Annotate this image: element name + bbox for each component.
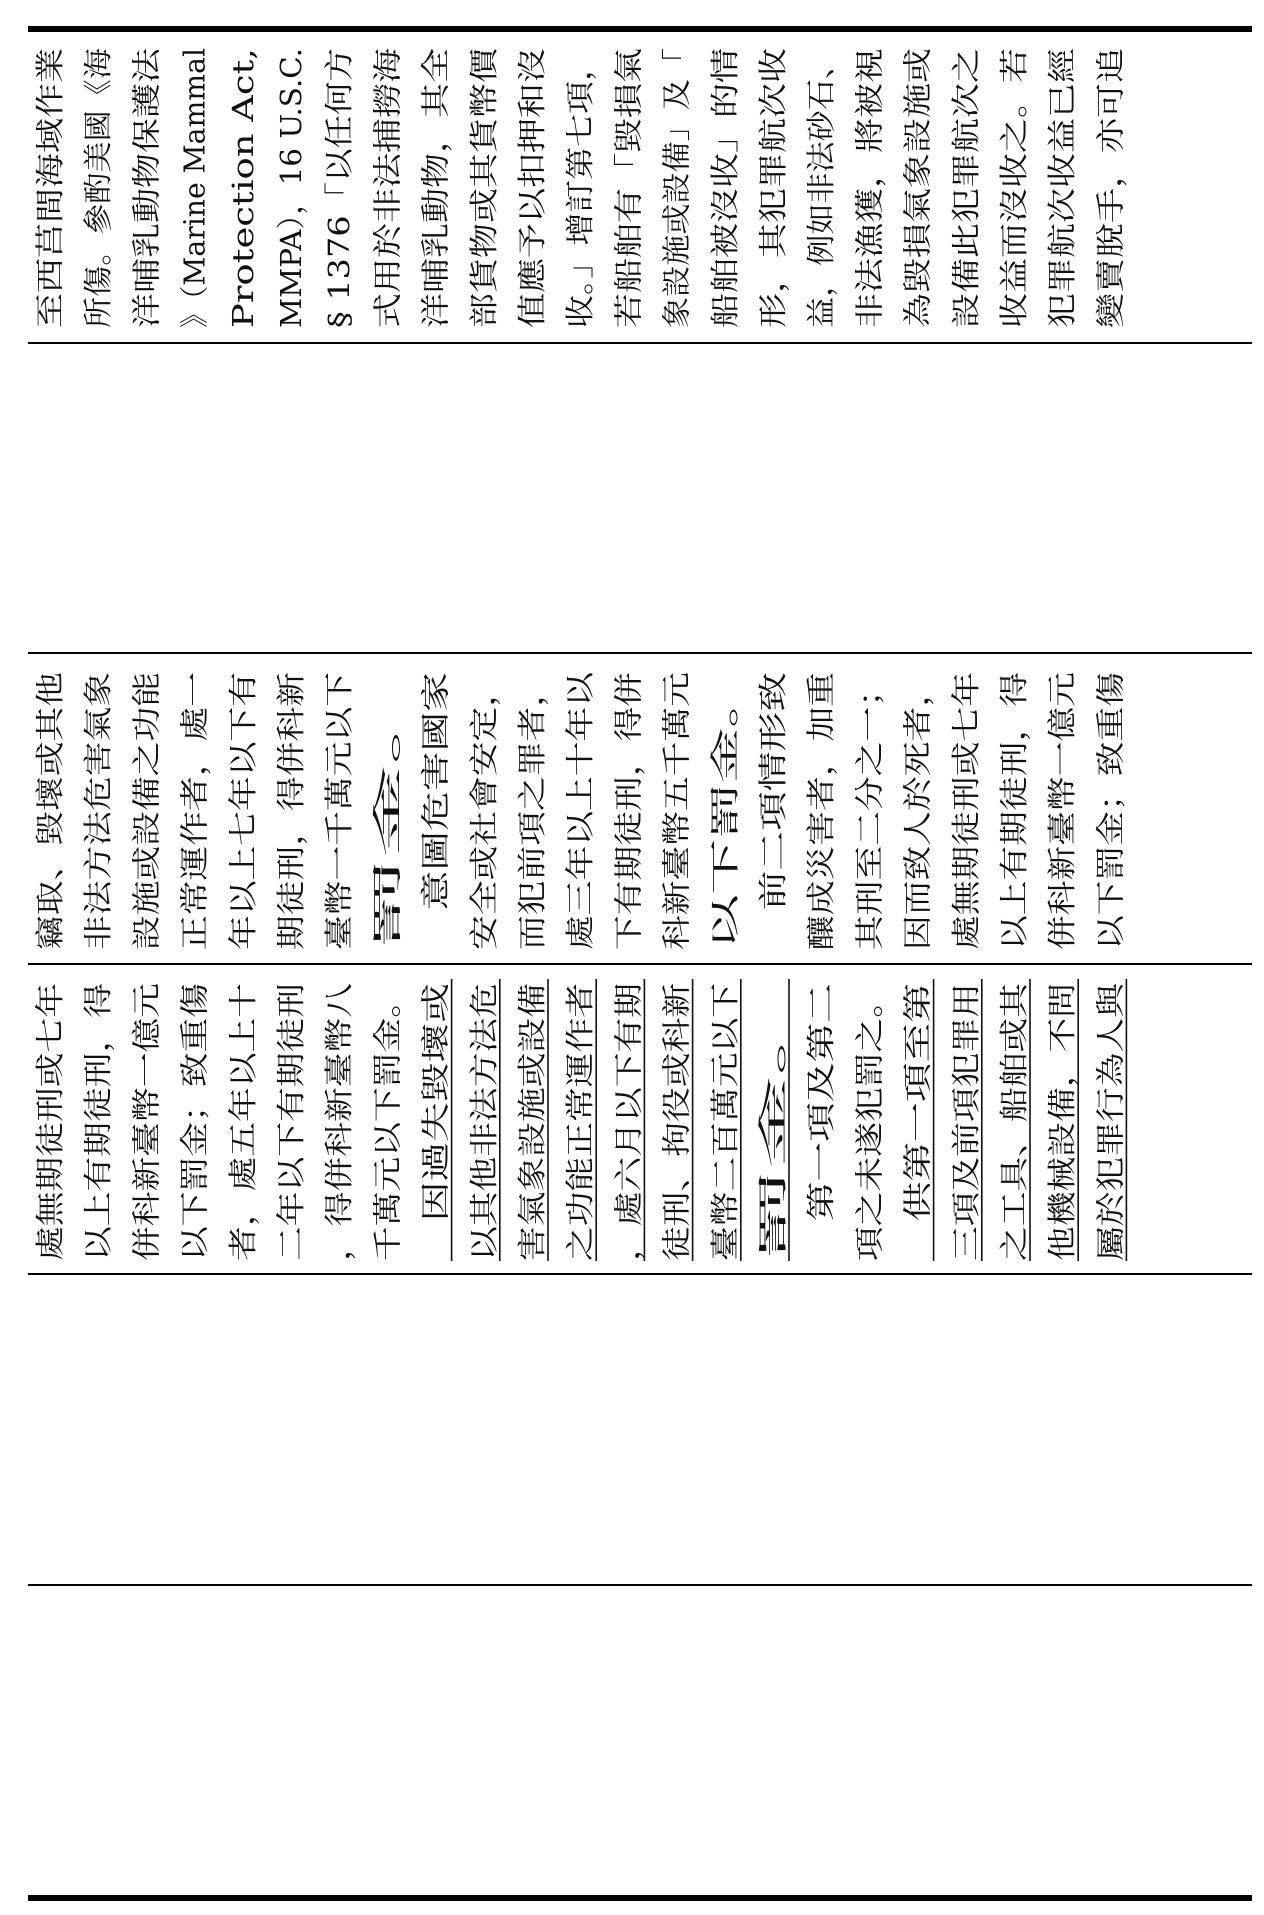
text-line: 以下罰金；致重傷 [1093,718,1128,950]
text-line: 非法漁獲，將被視 [852,95,887,328]
separator-rule-2 [28,652,1252,654]
text-line: 害氣象設施或設備 [515,1029,549,1261]
text-line: 項之未遂犯罰之。 [852,1029,887,1261]
text-line: 臺幣二百萬元以下 [707,1029,742,1261]
text-line: 科新臺幣五千萬元 [659,718,694,950]
text-line: 變賣脫手，亦可追 [1093,95,1128,328]
text-line: 處無期徒刑或七年 [948,718,983,950]
section-b-text [33,664,1240,954]
text-line: 屬於犯罪行為人與 [1093,1029,1128,1261]
text-line: 若船舶有「毀損氣 [611,95,646,328]
text-line: 他機械設備，不問 [1045,1029,1080,1261]
text-line: 而犯前項之罪者， [515,718,549,950]
text-line: 竊取、毀壞或其他 [33,718,67,950]
text-line: 罰金。 [756,1173,790,1261]
bottom-border-rule [28,1895,1252,1901]
separator-rule-3 [28,963,1252,965]
text-line: 二年以下有期徒刑 [274,1029,308,1261]
text-line: 之功能正常運作者 [563,1029,598,1261]
text-line: 設備此犯罪航次之 [948,95,983,328]
text-line: 處三年以上十年以 [563,718,598,950]
text-line: 部貨物或其貨幣價 [466,95,501,328]
text-line: 期徒刑，得併科新 [274,718,308,950]
text-line: 安全或社會安定， [466,718,501,950]
text-line: 式用於非法捕撈海 [370,95,405,328]
section-a-text [33,40,1240,332]
text-line: 三項及前項犯罪用 [948,1029,983,1261]
text-line: 前二項情形致 [756,746,790,950]
text-line: Protection Act, [225,107,260,328]
text-line: 益，例如非法砂石、 [804,66,839,328]
text-line: 以其他非法方法危 [466,1029,501,1261]
text-line: 犯罪航次收益已經 [1045,95,1080,328]
text-line: § 1376「以任何方 [322,85,357,328]
text-line: 罰金。 [370,862,405,950]
text-line: 設施或設備之功能 [129,718,164,950]
text-line: ，得併科新臺幣八 [322,1029,357,1261]
text-line: 形，其犯罪航次收 [756,95,790,328]
top-border-rule [28,26,1252,32]
text-line: 非法方法危害氣象 [81,718,116,950]
section-c-text [33,975,1240,1265]
text-line: 供第一項至第 [900,1057,935,1261]
text-line: 至西莒間海域作業 [33,95,67,328]
text-line: 值應予以扣押和沒 [515,95,549,328]
text-line: 千萬元以下罰金。 [370,1029,405,1261]
text-line: 下有期徒刑，得併 [611,718,646,950]
separator-rule-5 [28,1584,1252,1586]
text-line: 意圖危害國家 [418,746,453,950]
section-b-svg [33,664,1240,954]
text-line: 之工具、船舶或其 [997,1029,1031,1261]
text-line: 收益而沒收之。若 [997,95,1031,328]
text-line: 第一項及第二 [804,1057,839,1261]
text-line: 所傷。參酌美國《海 [81,66,116,328]
text-line: 正常運作者，處一 [177,718,212,950]
text-line: 以上有期徒刑，得 [997,718,1031,950]
text-line: 》（Marine Mammal [177,40,212,328]
text-line: 船舶被沒收」的情 [707,95,742,328]
text-line: 併科新臺幣一億元 [1045,718,1080,950]
section-a-svg [33,40,1240,332]
text-line: 洋哺乳動物，其全 [418,95,453,328]
text-line: 其刑至二分之一； [852,718,887,950]
text-line: 洋哺乳動物保護法 [129,95,164,328]
text-line: 收。」增訂第七項， [563,81,598,328]
separator-rule-1 [28,342,1252,344]
text-line: 以下罰金；致重傷 [177,1029,212,1261]
text-line: 徒刑、拘役或科新 [659,1029,694,1261]
text-line: 以上有期徒刑，得 [81,1029,116,1261]
text-line: 併科新臺幣一億元 [129,1029,164,1261]
separator-rule-4 [28,1273,1252,1275]
text-line: 因過失毀壞或 [418,1057,453,1261]
section-c-svg [33,975,1240,1265]
text-line: 年以上七年以下有 [225,718,260,950]
text-line: 以下罰金。 [707,804,742,950]
text-line: 因而致人於死者， [900,718,935,950]
text-line: 者，處五年以上十 [225,1029,260,1261]
text-line: MMPA），16 U.S.C. [274,51,308,328]
text-line: ，處六月以下有期 [611,1029,646,1261]
text-line: 處無期徒刑或七年 [33,1029,67,1261]
text-line: 象設施或設備」及「 [659,66,694,328]
text-line: 為毀損氣象設施或 [900,95,935,328]
text-line: 臺幣一千萬元以下 [322,718,357,950]
text-line: 釀成災害者，加重 [804,718,839,950]
